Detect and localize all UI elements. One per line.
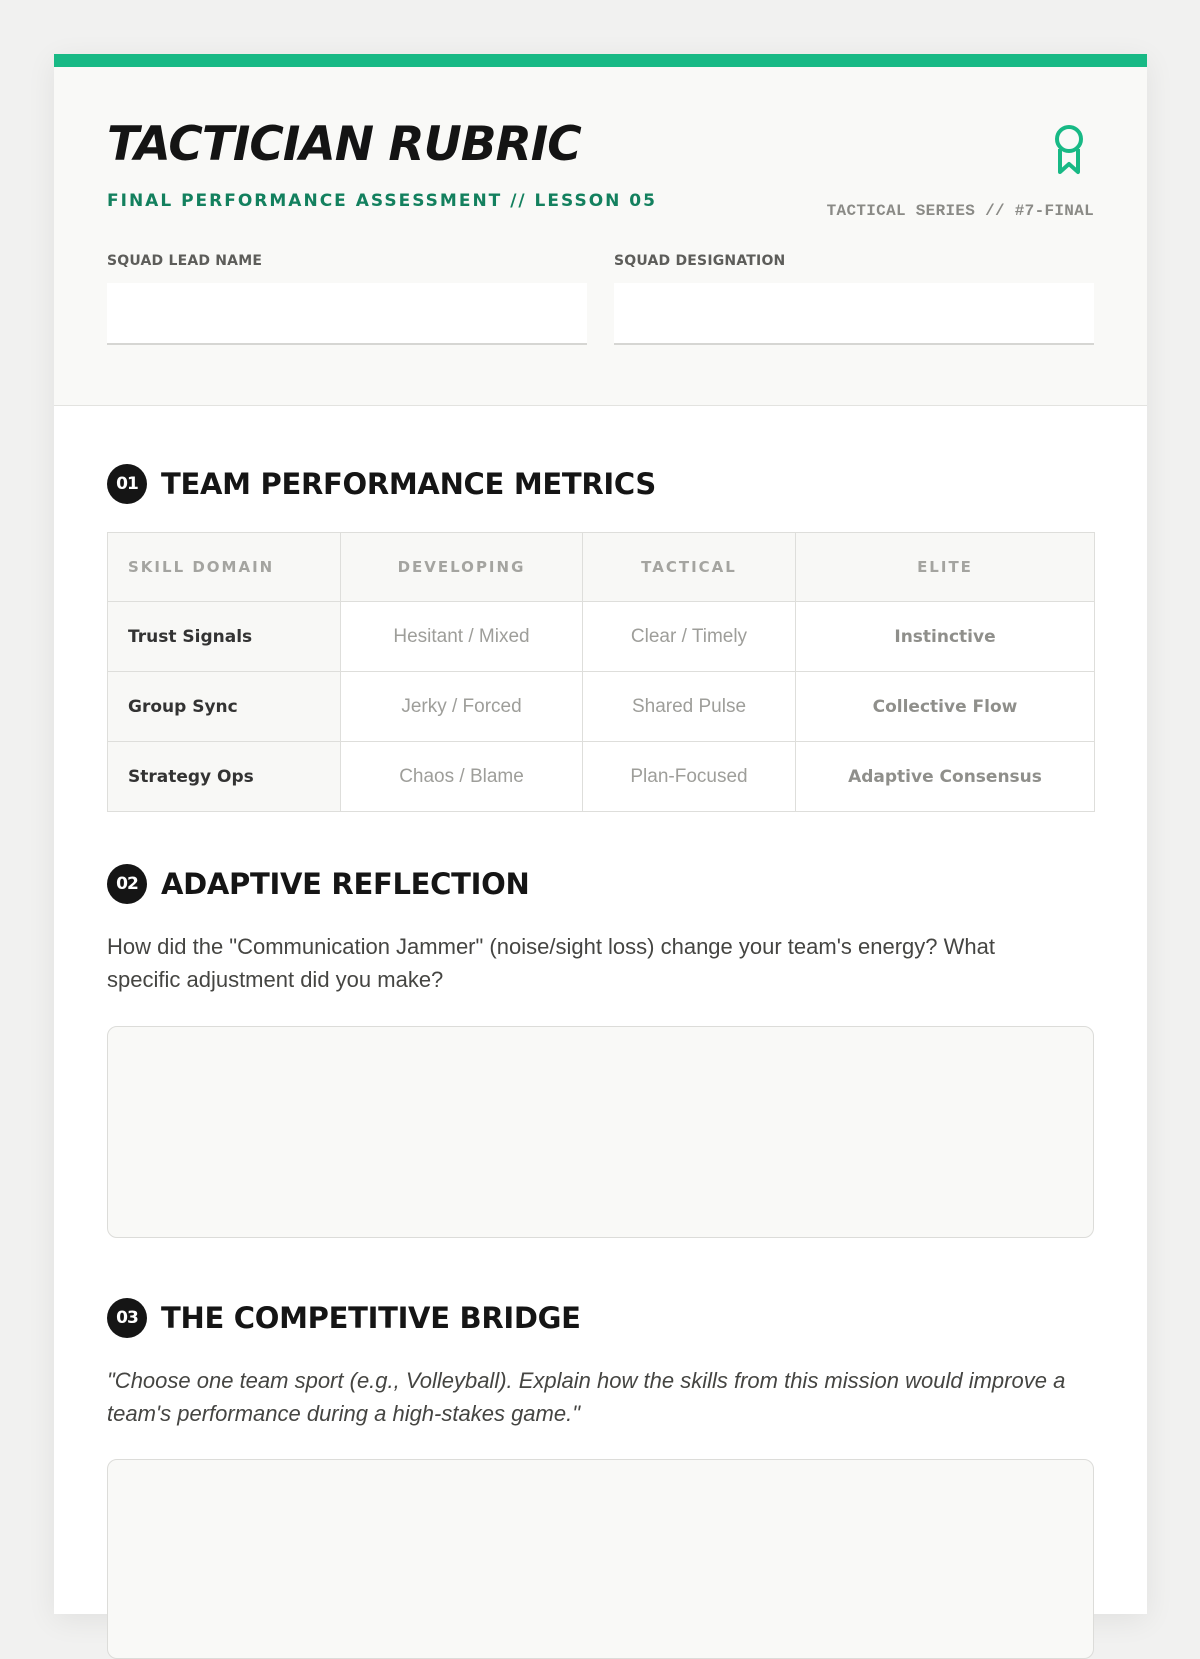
column-header-developing: DEVELOPING [341,533,583,602]
section-number-badge: 03 [107,1298,147,1338]
section-01-heading [107,464,656,504]
column-header-elite: ELITE [796,533,1095,602]
elite-cell: Instinctive [796,602,1095,672]
squad-designation-input[interactable] [614,283,1094,345]
developing-cell: Jerky / Forced [341,672,583,742]
section-title: TEAM PERFORMANCE METRICS [161,467,657,501]
column-header-tactical: TACTICAL [583,533,796,602]
performance-rubric-table [107,532,1095,812]
top-accent-bar [54,54,1147,67]
bridge-answer-textarea[interactable] [107,1459,1094,1659]
award-ribbon-icon [1049,122,1089,176]
section-number-badge: 01 [107,464,147,504]
squad-designation-label: SQUAD DESIGNATION [614,253,786,269]
squad-lead-label: SQUAD LEAD NAME [107,253,263,269]
section-number-badge: 02 [107,864,147,904]
section-title: THE COMPETITIVE BRIDGE [161,1301,581,1335]
section-02-heading [107,864,529,904]
section-title: ADAPTIVE REFLECTION [161,867,530,901]
elite-cell: Adaptive Consensus [796,742,1095,812]
page-subtitle: FINAL PERFORMANCE ASSESSMENT // LESSON 05 [107,191,657,211]
tactical-cell: Plan-Focused [583,742,796,812]
page-title: TACTICIAN RUBRIC [107,117,581,172]
tactical-cell: Clear / Timely [583,602,796,672]
tactical-cell: Shared Pulse [583,672,796,742]
rubric-page [54,54,1147,1614]
reflection-prompt: How did the "Communication Jammer" (noise/sight loss) change your team's energy? What specific adjustment did you make? [107,934,995,992]
skill-cell: Trust Signals [108,602,341,672]
page-header [54,67,1147,406]
developing-cell: Hesitant / Mixed [341,602,583,672]
table-row [108,602,1095,672]
column-header-skill-domain: SKILL DOMAIN [108,533,341,602]
table-header-row [108,533,1095,602]
section-03-heading [107,1298,581,1338]
table-row [108,672,1095,742]
squad-lead-input[interactable] [107,283,587,345]
table-row [108,742,1095,812]
reflection-answer-textarea[interactable] [107,1026,1094,1238]
skill-cell: Group Sync [108,672,341,742]
elite-cell: Collective Flow [796,672,1095,742]
skill-cell: Strategy Ops [108,742,341,812]
developing-cell: Chaos / Blame [341,742,583,812]
bridge-prompt: "Choose one team sport (e.g., Volleyball). Explain how the skills from this mission would improve a team's performance during a high-stakes game." [107,1368,1066,1426]
series-code: TACTICAL SERIES // #7-FINAL [826,202,1094,220]
